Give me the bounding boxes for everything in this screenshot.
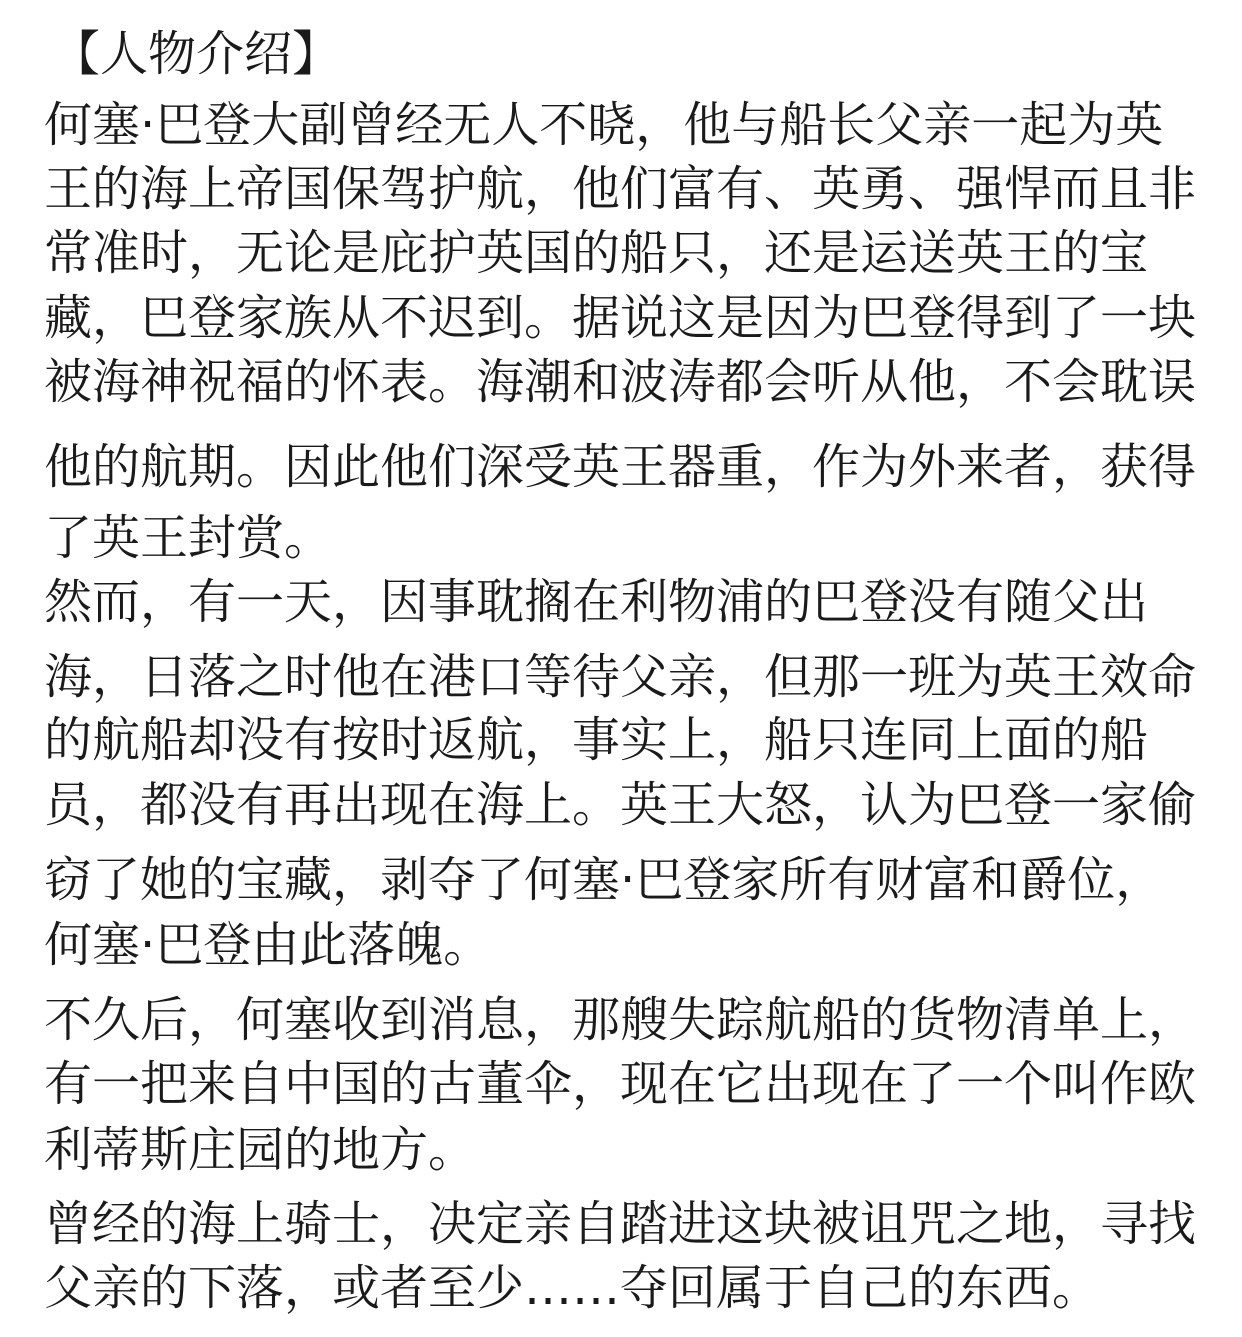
text-line: 利蒂斯庄园的地方。	[44, 1122, 477, 1178]
text-line: 藏，巴登家族从不迟到。据说这是因为巴登得到了一块	[44, 290, 1197, 346]
text-line: 有一把来自中国的古董伞，现在它出现在了一个叫作欧	[44, 1056, 1197, 1112]
text-line: 何塞·巴登由此落魄。	[44, 917, 492, 973]
text-line: 被海神祝福的怀表。海潮和波涛都会听从他，不会耽误	[44, 354, 1197, 410]
text-line: 王的海上帝国保驾护航，他们富有、英勇、强悍而且非	[44, 161, 1197, 217]
text-line: 然而，有一天，因事耽搁在利物浦的巴登没有随父出	[44, 574, 1149, 630]
text-line: 曾经的海上骑士，决定亲自踏进这块被诅咒之地，寻找	[44, 1196, 1197, 1252]
text-line: 窃了她的宝藏，剥夺了何塞·巴登家所有财富和爵位，	[44, 852, 1164, 908]
text-line: 了英王封赏。	[44, 510, 333, 566]
section-title: 【人物介绍】	[52, 26, 341, 82]
text-line: 的航船却没有按时返航，事实上，船只连同上面的船	[44, 712, 1149, 768]
text-line: 员，都没有再出现在海上。英王大怒，认为巴登一家偷	[44, 777, 1197, 833]
text-line: 何塞·巴登大副曾经无人不晓，他与船长父亲一起为英	[44, 97, 1164, 153]
text-line: 常准时，无论是庇护英国的船只，还是运送英王的宝	[44, 225, 1149, 281]
text-line: 不久后，何塞收到消息，那艘失踪航船的货物清单上，	[44, 992, 1197, 1048]
text-line: 他的航期。因此他们深受英王器重，作为外来者，获得	[44, 439, 1197, 495]
text-line: 海，日落之时他在港口等待父亲，但那一班为英王效命	[44, 649, 1197, 705]
text-line: 父亲的下落，或者至少……夺回属于自己的东西。	[44, 1260, 1101, 1316]
